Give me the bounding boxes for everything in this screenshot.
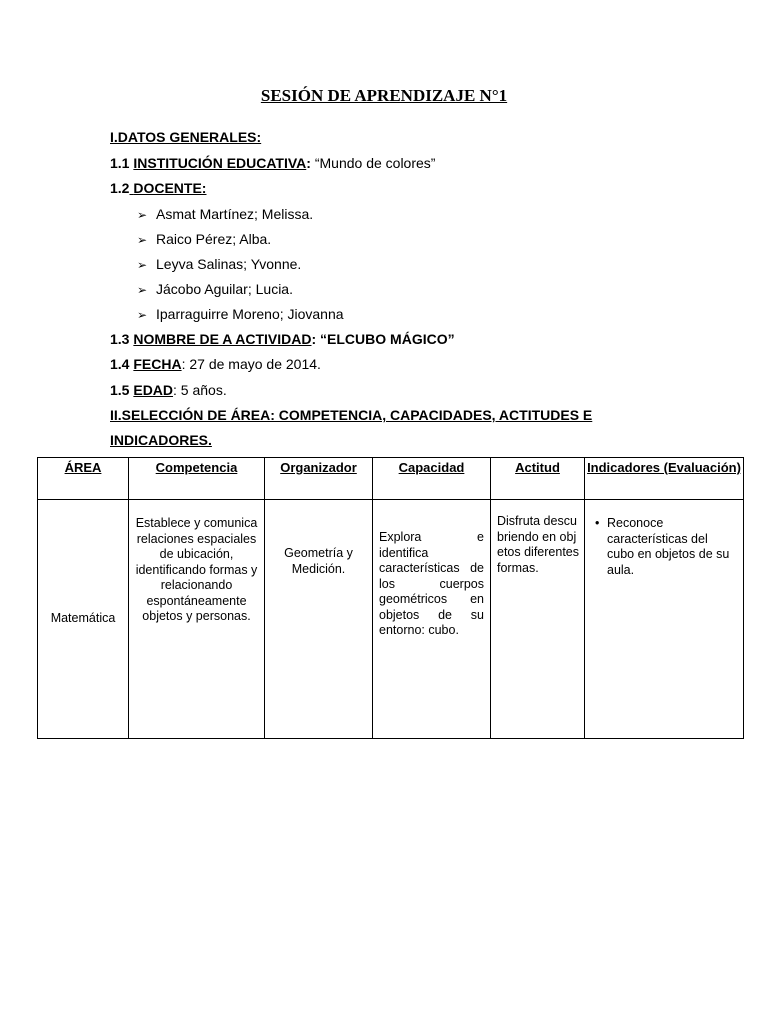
activity-line: 1.3 NOMBRE DE A ACTIVIDAD: “ELCUBO MÁGICO” [110,331,455,347]
header-actitud: Actitud [491,458,585,500]
table-row [38,500,744,739]
arrow-bullet-icon: ➢ [137,258,148,272]
header-competencia: Competencia [129,458,265,500]
arrow-bullet-icon: ➢ [137,308,148,322]
header-organizador: Organizador [265,458,373,500]
cell-area: Matemática [38,500,129,739]
header-area: ÁREA [38,458,129,500]
institution-line: 1.1 INSTITUCIÓN EDUCATIVA: “Mundo de colores” [110,155,436,171]
bullet-icon: • [595,516,600,530]
docente-line: 1.2 DOCENTE: [110,180,207,196]
cell-actitud: Disfruta descubriendo en objetos diferentes formas. [491,500,585,739]
teacher-item: ➢ Asmat Martínez; Melissa. [137,206,314,222]
indicator-text: Reconoce características del cubo en objetos de su aula. [607,516,730,577]
competency-table [37,457,744,739]
cell-competencia: Establece y comunica relaciones espaciales de ubicación, identificando formas y relacionando espontáneamente objetos y personas. [129,500,265,739]
header-indicadores: Indicadores (Evaluación) [585,458,744,500]
teacher-item: ➢ Raico Pérez; Alba. [137,231,272,247]
teacher-item: ➢ Jácobo Aguilar; Lucia. [137,281,293,297]
arrow-bullet-icon: ➢ [137,208,148,222]
arrow-bullet-icon: ➢ [137,233,148,247]
header-capacidad: Capacidad [373,458,491,500]
section2-heading: II.SELECCIÓN DE ÁREA: COMPETENCIA, CAPACIDADES, ACTITUDES E [110,407,593,423]
age-line: 1.5 EDAD: 5 años. [110,382,227,398]
teacher-item: ➢ Iparraguirre Moreno; Jiovanna [137,306,344,322]
section2-heading-cont: INDICADORES. [110,432,212,448]
arrow-bullet-icon: ➢ [137,283,148,297]
table-header-row [38,458,744,500]
cell-capacidad: Explora e identifica características de los cuerpos geométricos en objetos de su entorno: cubo. [373,500,491,739]
teacher-item: ➢ Leyva Salinas; Yvonne. [137,256,302,272]
cell-indicadores [585,500,744,739]
date-line: 1.4 FECHA: 27 de mayo de 2014. [110,356,321,372]
section1-heading: I.DATOS GENERALES: [110,129,262,145]
page-title: SESIÓN DE APRENDIZAJE N°1 [260,86,508,105]
cell-organizador: Geometría y Medición. [265,500,373,739]
